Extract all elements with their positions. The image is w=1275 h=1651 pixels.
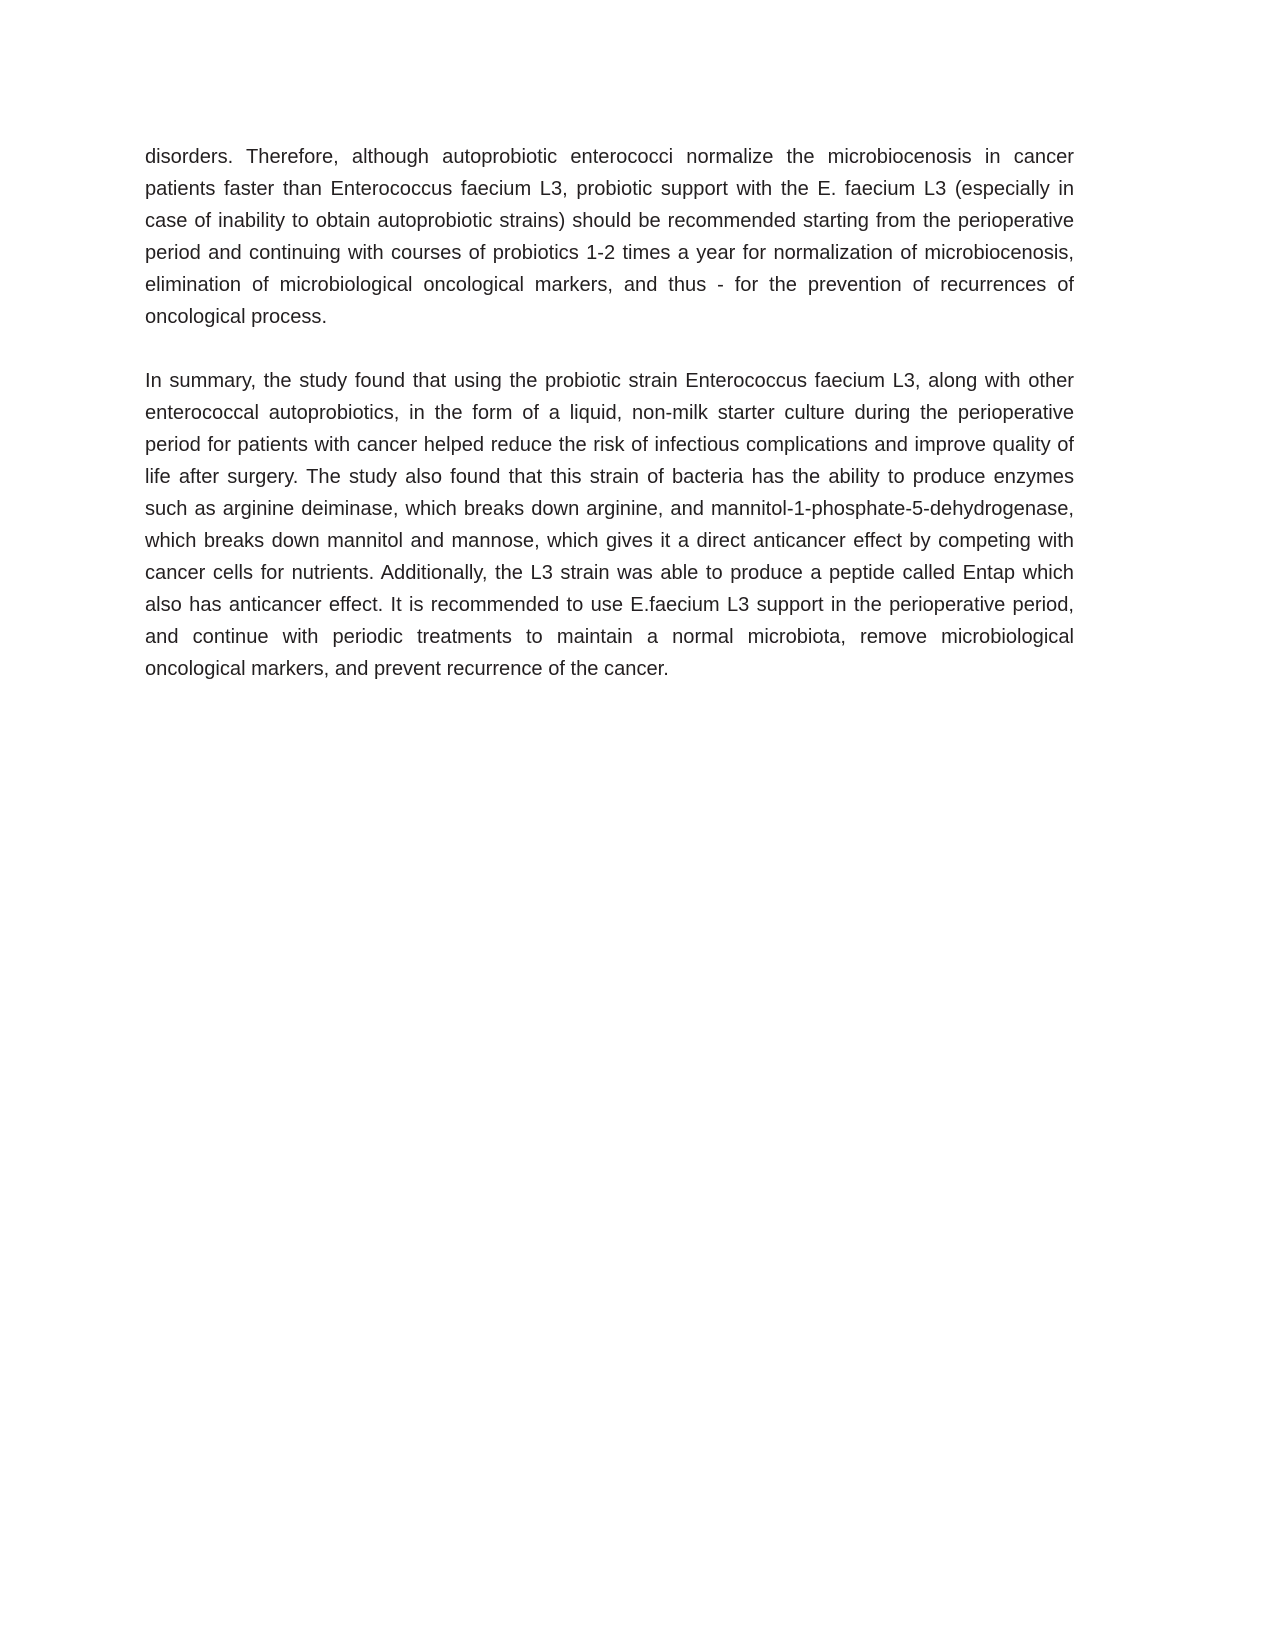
body-paragraph-2: In summary, the study found that using the probiotic strain Enterococcus faecium L3, along with other enterococcal autoprobiotics, in the form of a liquid, non-milk starter culture during the perioperative period for patients with cancer helped reduce the risk of infectious complications and improve quality of life after surgery. The study also found that this strain of bacteria has the ability to produce enzymes such as arginine deiminase, which breaks down arginine, and mannitol-1-phosphate-5-dehydrogenase, which breaks down mannitol and mannose, which gives it a direct anticancer effect by competing with cancer cells for nutrients. Additionally, the L3 strain was able to produce a peptide called Entap which also has anticancer effect. It is recommended to use E.faecium L3 support in the perioperative period, and continue with periodic treatments to maintain a normal microbiota, remove microbiological oncological markers, and prevent recurrence of the cancer. — [145, 370, 1074, 680]
body-paragraph-1: disorders. Therefore, although autoprobiotic enterococci normalize the microbiocenosis in cancer patients faster than Enterococcus faecium L3, probiotic support with the E. faecium L3 (especially in case of inability to obtain autoprobiotic strains) should be recommended starting from the perioperative period and continuing with courses of probiotics 1-2 times a year for normalization of microbiocenosis, elimination of microbiological oncological markers, and thus - for the prevention of recurrences of oncological process. — [145, 146, 1074, 328]
document-text-column — [145, 141, 1074, 685]
